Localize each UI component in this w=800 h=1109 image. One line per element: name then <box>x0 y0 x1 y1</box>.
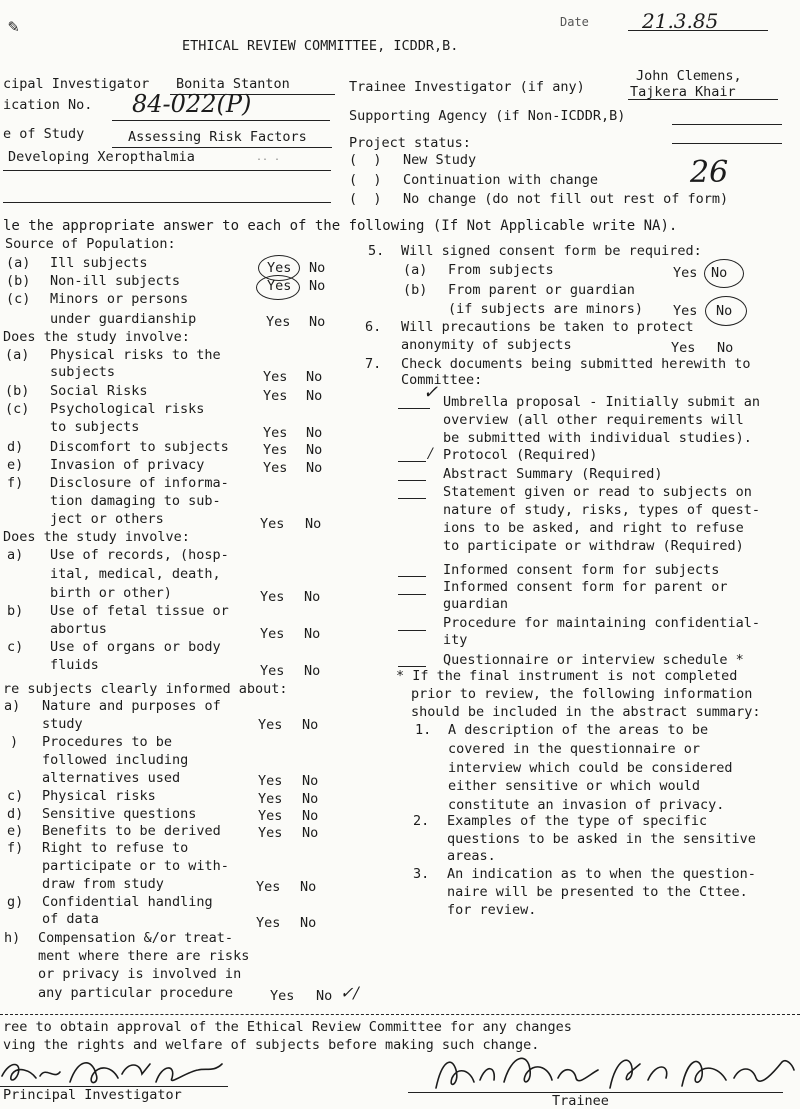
status-cont-label: Continuation with change <box>403 172 599 188</box>
q1b-yes[interactable]: Yes <box>267 278 292 294</box>
q4g-text-2: of data <box>42 911 99 927</box>
note-item-2-line-1: Examples of the type of specific <box>447 813 708 829</box>
study-underline-2 <box>3 170 331 171</box>
date-value: 21.3.85 <box>642 9 719 33</box>
note-1: * If the final instrument is not completed <box>396 668 738 684</box>
doc-statement-4: to participate or withdraw (Required) <box>443 538 744 554</box>
trainee-underline <box>628 99 778 100</box>
q4g-text-1: Confidential handling <box>42 894 213 910</box>
project-status-label: Project status: <box>349 135 471 151</box>
status-new-label: New Study <box>403 152 477 168</box>
note-item-3-line-2: naire will be presented to the Cttee. <box>447 884 748 900</box>
q5a-yes[interactable]: Yes <box>673 265 698 281</box>
q4a-text-1: Nature and purposes of <box>42 698 221 714</box>
q5-number: 5. <box>368 243 385 259</box>
agreement-line-2: ving the rights and welfare of subjects before making such change. <box>3 1037 540 1053</box>
q2a-text-2: subjects <box>50 364 116 380</box>
q2f-text-2: tion damaging to sub- <box>50 493 221 509</box>
q4h-text-1: Compensation &/or treat- <box>38 930 234 946</box>
doc-statement-2: nature of study, risks, types of quest- <box>443 502 760 518</box>
q5b-no[interactable]: No <box>716 303 733 319</box>
note-item-3-number: 3. <box>413 866 430 882</box>
q4g-yes[interactable]: Yes <box>256 915 281 931</box>
doc-check-umbrella: ✓ <box>423 382 439 403</box>
q3b-yes[interactable]: Yes <box>260 626 285 642</box>
q4a-no[interactable]: No <box>302 717 319 733</box>
q5a-no[interactable]: No <box>711 265 728 281</box>
q1c-no[interactable]: No <box>309 314 326 330</box>
q6-text-2: anonymity of subjects <box>401 337 572 353</box>
handwritten-mark: 26 <box>690 155 729 190</box>
agency-label: Supporting Agency (if Non-ICDDR,B) <box>349 108 626 124</box>
doc-line-umbrella[interactable] <box>398 408 430 409</box>
app-no-value: 84-022(P) <box>132 90 252 118</box>
q4-heading: re subjects clearly informed about: <box>3 681 288 697</box>
q2a-text-1: Physical risks to the <box>50 347 221 363</box>
q6-number: 6. <box>365 319 382 335</box>
q4h-yes[interactable]: Yes <box>270 988 295 1004</box>
q2d-no[interactable]: No <box>306 442 323 458</box>
agreement-line-1: ree to obtain approval of the Ethical Review Committee for any changes <box>3 1019 572 1035</box>
ink-mark: ✎ <box>8 16 19 37</box>
q1c-text-1: Minors or persons <box>50 291 189 307</box>
q3a-no[interactable]: No <box>304 589 321 605</box>
doc-protocol: Protocol (Required) <box>443 447 598 463</box>
q4c-yes[interactable]: Yes <box>258 791 283 807</box>
q5b-text-1: From parent or guardian <box>448 282 635 298</box>
doc-consent-parent-2: guardian <box>443 596 509 612</box>
q4f-text-2: participate or to with- <box>42 858 229 874</box>
footer-divider <box>0 1014 800 1015</box>
date-label: Date <box>560 15 589 29</box>
doc-abstract: Abstract Summary (Required) <box>443 466 663 482</box>
note-item-2-line-3: areas. <box>447 848 496 864</box>
trainee-label: Trainee Investigator (if any) <box>349 79 585 95</box>
q5b-letter: (b) <box>403 282 428 298</box>
date-underline <box>628 30 768 31</box>
doc-statement-1: Statement given or read to subjects on <box>443 484 752 500</box>
q1b-text: Non-ill subjects <box>50 273 181 289</box>
q2e-yes[interactable]: Yes <box>263 460 288 476</box>
q3c-text-2: fluids <box>50 657 99 673</box>
doc-line-protocol[interactable] <box>398 461 426 462</box>
q3b-text-2: abortus <box>50 621 107 637</box>
doc-confidentiality-2: ity <box>443 632 468 648</box>
q4h-letter: h) <box>4 930 21 946</box>
note-item-1-line-4: either sensitive or which would <box>448 778 700 794</box>
q3a-text-3: birth or other) <box>50 585 172 601</box>
q4e-yes[interactable]: Yes <box>258 825 283 841</box>
q3a-letter: a) <box>7 547 24 563</box>
q1-heading: Source of Population: <box>5 236 176 252</box>
instructions: le the appropriate answer to each of the following (If Not Applicable write NA). <box>3 218 678 234</box>
doc-consent-parent-1: Informed consent form for parent or <box>443 579 728 595</box>
q1c-text-2: under guardianship <box>50 311 197 327</box>
q3a-text-1: Use of records, (hosp- <box>50 547 229 563</box>
q3c-letter: c) <box>7 639 24 655</box>
q2b-yes[interactable]: Yes <box>263 388 288 404</box>
q4c-no[interactable]: No <box>302 791 319 807</box>
q4b-text-1: Procedures to be <box>42 734 173 750</box>
q7-text-2: Committee: <box>401 372 483 388</box>
q4e-letter: e) <box>7 823 24 839</box>
q5b-circle <box>705 296 747 326</box>
q7-text-1: Check documents being submitted herewith to <box>401 356 751 372</box>
q2f-letter: f) <box>7 475 24 491</box>
q2a-letter: (a) <box>5 347 30 363</box>
note-item-3-line-1: An indication as to when the question- <box>447 866 756 882</box>
q3-heading: Does the study involve: <box>3 529 190 545</box>
q2e-letter: e) <box>7 457 24 473</box>
study-title-2: Developing Xeropthalmia <box>8 149 195 165</box>
doc-line-abstract[interactable] <box>398 480 426 481</box>
q4c-letter: c) <box>7 788 24 804</box>
q2-heading: Does the study involve: <box>3 329 190 345</box>
q2c-no[interactable]: No <box>306 425 323 441</box>
q2b-no[interactable]: No <box>306 388 323 404</box>
q3a-yes[interactable]: Yes <box>260 589 285 605</box>
status-cont-checkbox[interactable]: ( ) <box>349 172 382 188</box>
agency-underline-2 <box>672 143 782 144</box>
q2f-no[interactable]: No <box>305 516 322 532</box>
q5a-circle <box>704 259 744 288</box>
q6-yes[interactable]: Yes <box>671 340 696 356</box>
trainee-value-1: John Clemens, <box>636 68 742 84</box>
doc-umbrella-3: be submitted with individual studies). <box>443 430 752 446</box>
q5a-text: From subjects <box>448 262 554 278</box>
q4a-yes[interactable]: Yes <box>258 717 283 733</box>
q2f-yes[interactable]: Yes <box>260 516 285 532</box>
status-new-checkbox[interactable]: ( ) <box>349 152 382 168</box>
q4g-letter: g) <box>7 894 24 910</box>
note-item-1-line-3: interview which could be considered <box>448 760 733 776</box>
q4e-text: Benefits to be derived <box>42 823 221 839</box>
q2d-letter: d) <box>7 439 24 455</box>
doc-check-protocol: / <box>428 446 433 462</box>
note-item-1-line-2: covered in the questionnaire or <box>448 741 700 757</box>
q4h-text-3: or privacy is involved in <box>38 966 242 982</box>
q4g-no[interactable]: No <box>300 915 317 931</box>
q2c-yes[interactable]: Yes <box>263 425 288 441</box>
study-underline-1 <box>112 147 332 148</box>
q4b-text-3: alternatives used <box>42 770 181 786</box>
q1a-yes[interactable]: Yes <box>267 260 292 276</box>
q1a-letter: (a) <box>6 255 31 271</box>
note-item-1-line-1: A description of the areas to be <box>448 722 709 738</box>
tick-mark: ✓/ <box>340 983 359 1002</box>
note-3: should be included in the abstract summary: <box>411 704 761 720</box>
q1c-yes[interactable]: Yes <box>266 314 291 330</box>
q1a-text: Ill subjects <box>50 255 148 271</box>
trainee-signature <box>430 1050 800 1098</box>
q4e-no[interactable]: No <box>302 825 319 841</box>
q3c-text-1: Use of organs or body <box>50 639 221 655</box>
status-nochange-label: No change (do not fill out rest of form) <box>403 191 729 207</box>
q5b-yes[interactable]: Yes <box>673 303 698 319</box>
q6-no[interactable]: No <box>717 340 734 356</box>
note-2: prior to review, the following information <box>411 686 753 702</box>
note-item-1-line-5: constitute an invasion of privacy. <box>448 797 725 813</box>
q4f-text-3: draw from study <box>42 876 164 892</box>
note-item-2-line-2: questions to be asked in the sensitive <box>447 831 756 847</box>
q5-text: Will signed consent form be required: <box>401 243 702 259</box>
q2c-text-1: Psychological risks <box>50 401 205 417</box>
q5a-letter: (a) <box>403 262 428 278</box>
q4b-no[interactable]: No <box>302 773 319 789</box>
q4c-text: Physical risks <box>42 788 156 804</box>
trainee-value-2: Tajkera Khair <box>630 84 736 100</box>
q2c-letter: (c) <box>5 401 30 417</box>
doc-line-questionnaire[interactable] <box>398 666 426 667</box>
q3a-text-2: ital, medical, death, <box>50 566 221 582</box>
doc-line-statement[interactable] <box>398 498 426 499</box>
q5b-text-2: (if subjects are minors) <box>448 301 644 317</box>
q3c-no[interactable]: No <box>304 663 321 679</box>
pi-signature-label: Principal Investigator <box>3 1087 182 1103</box>
q4h-text-4: any particular procedure <box>38 985 234 1001</box>
q2f-text-1: Disclosure of informa- <box>50 475 229 491</box>
q1b-letter: (b) <box>6 273 31 289</box>
doc-confidentiality-1: Procedure for maintaining confidential- <box>443 615 760 631</box>
q2a-yes[interactable]: Yes <box>263 369 288 385</box>
q2c-text-2: to subjects <box>50 419 140 435</box>
app-no-label: ication No. <box>3 97 93 113</box>
q3b-letter: b) <box>7 603 24 619</box>
q2d-yes[interactable]: Yes <box>263 442 288 458</box>
note-item-2-number: 2. <box>413 813 430 829</box>
q1c-letter: (c) <box>6 291 31 307</box>
q3c-yes[interactable]: Yes <box>260 663 285 679</box>
form-title: ETHICAL REVIEW COMMITTEE, ICDDR,B. <box>182 38 459 54</box>
q1b-no[interactable]: No <box>309 278 326 294</box>
q7-number: 7. <box>365 356 382 372</box>
q4a-text-2: study <box>42 716 83 732</box>
q2b-letter: (b) <box>5 383 30 399</box>
q4b-letter: ) <box>10 734 19 750</box>
pi-label: cipal Investigator <box>3 76 150 92</box>
note-item-3-line-3: for review. <box>447 902 537 918</box>
doc-line-consent-parent[interactable] <box>398 594 426 595</box>
q4b-yes[interactable]: Yes <box>258 773 283 789</box>
q4d-text: Sensitive questions <box>42 806 197 822</box>
q4d-no[interactable]: No <box>302 808 319 824</box>
app-no-underline <box>112 120 330 121</box>
q4f-letter: f) <box>7 840 24 856</box>
doc-line-consent-subjects[interactable] <box>398 576 426 577</box>
agency-underline <box>672 124 782 125</box>
doc-umbrella-2: overview (all other requirements will <box>443 412 744 428</box>
pi-value: Bonita Stanton <box>176 76 290 92</box>
doc-statement-3: ions to be asked, and right to refuse <box>443 520 744 536</box>
doc-umbrella-1: Umbrella proposal - Initially submit an <box>443 394 760 410</box>
study-title-label: e of Study <box>3 126 85 142</box>
q4f-text-1: Right to refuse to <box>42 840 189 856</box>
q6-text-1: Will precautions be taken to protect <box>401 319 694 335</box>
q2d-text: Discomfort to subjects <box>50 439 229 455</box>
q2e-text: Invasion of privacy <box>50 457 205 473</box>
doc-questionnaire: Questionnaire or interview schedule * <box>443 652 744 668</box>
q3b-no[interactable]: No <box>304 626 321 642</box>
q2b-text: Social Risks <box>50 383 148 399</box>
note-item-1-number: 1. <box>415 722 432 738</box>
smudge: .. . <box>256 152 281 163</box>
q4f-no[interactable]: No <box>300 879 317 895</box>
q3b-text-1: Use of fetal tissue or <box>50 603 229 619</box>
q4h-no[interactable]: No <box>316 988 333 1004</box>
q2f-text-3: ject or others <box>50 511 164 527</box>
q4d-letter: d) <box>7 806 24 822</box>
q2a-no[interactable]: No <box>306 369 323 385</box>
study-underline-3 <box>3 202 331 203</box>
doc-consent-subjects: Informed consent form for subjects <box>443 562 720 578</box>
q2e-no[interactable]: No <box>306 460 323 476</box>
q1b-circle <box>256 275 300 300</box>
q4b-text-2: followed including <box>42 752 189 768</box>
trainee-signature-label: Trainee <box>552 1093 609 1109</box>
q1a-no[interactable]: No <box>309 260 326 276</box>
q4a-letter: a) <box>4 698 21 714</box>
q4h-text-2: ment where there are risks <box>38 948 250 964</box>
status-nochange-checkbox[interactable]: ( ) <box>349 191 382 207</box>
q4d-yes[interactable]: Yes <box>258 808 283 824</box>
study-title-1: Assessing Risk Factors <box>128 129 307 145</box>
doc-line-confidentiality[interactable] <box>398 630 426 631</box>
q4f-yes[interactable]: Yes <box>256 879 281 895</box>
